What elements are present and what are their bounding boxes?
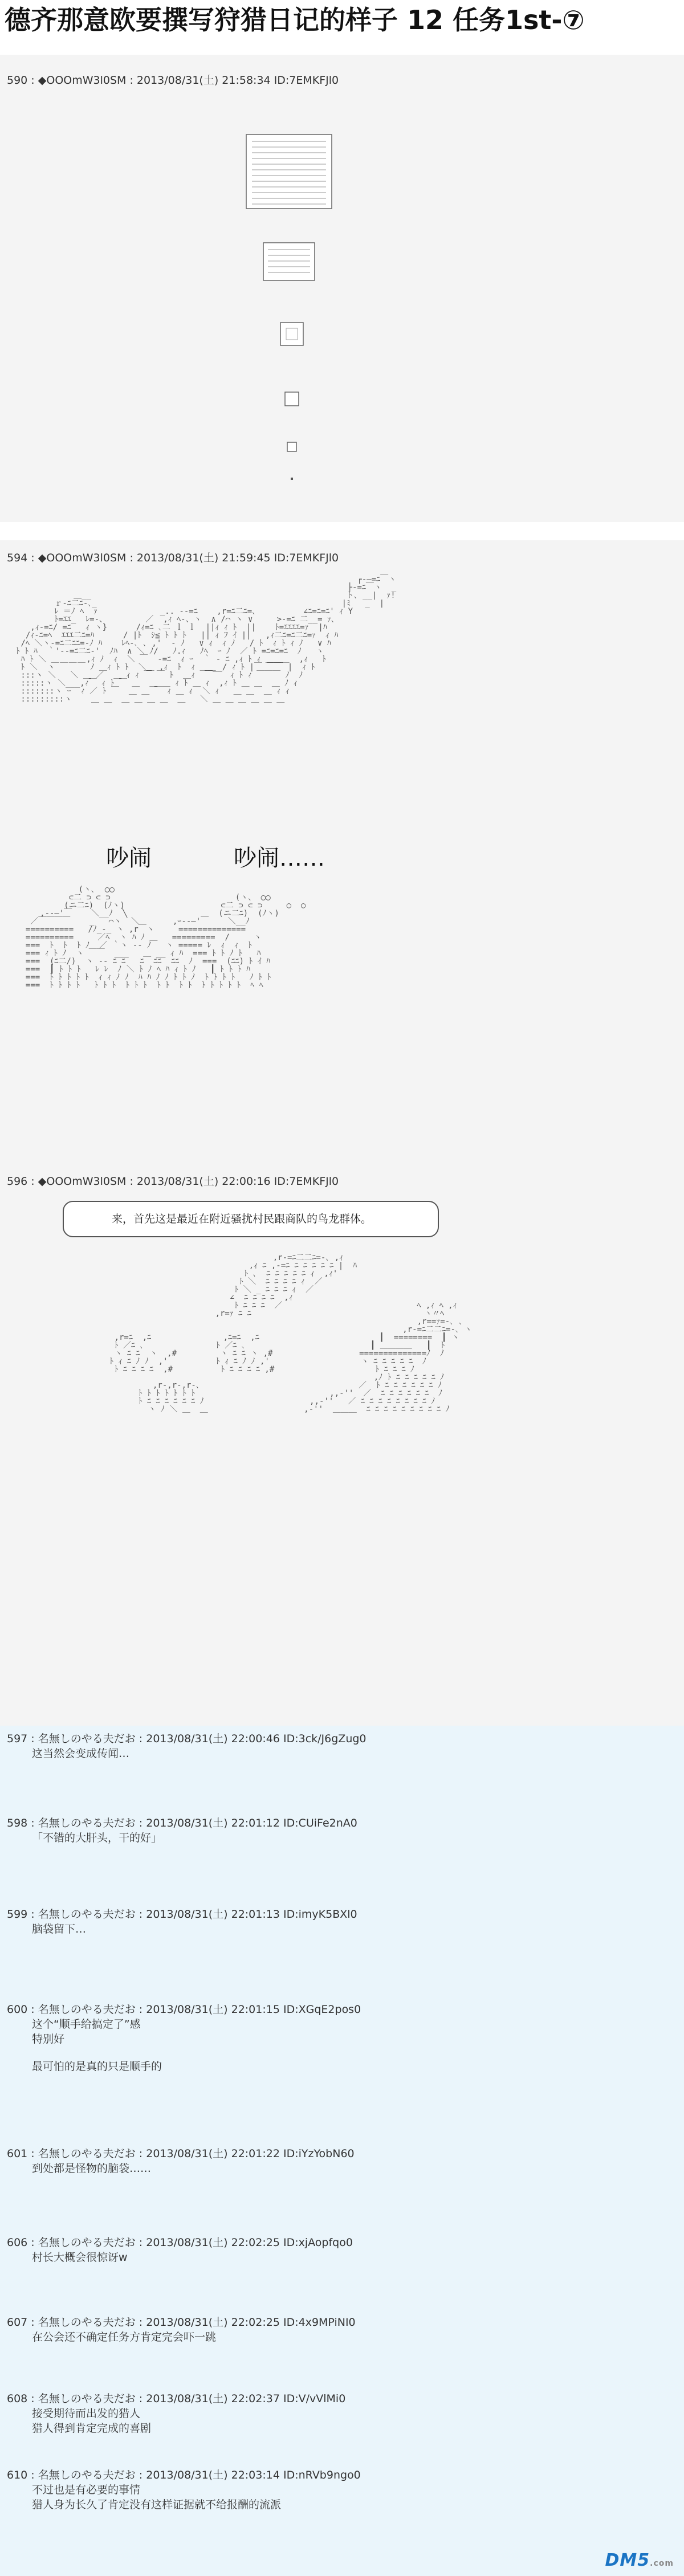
comment-header: 608 : 名無しのやる夫だお : 2013/08/31(土) 22:02:37 ID:V/vVlMi0 <box>7 2392 346 2405</box>
comment-header: 610 : 名無しのやる夫だお : 2013/08/31(土) 22:03:14 ID:nRVb9ngo0 <box>7 2469 361 2481</box>
comment-header: 600 : 名無しのやる夫だお : 2013/08/31(土) 22:01:15 ID:XGqE2pos0 <box>7 2003 361 2016</box>
comment-header: 598 : 名無しのやる夫だお : 2013/08/31(土) 22:01:12 ID:CUiFe2nA0 <box>7 1817 357 1829</box>
comment-text: 猎人身为长久了肯定没有这样证据就不给报酬的流派 <box>32 2498 282 2511</box>
comment-608 <box>7 2391 345 2436</box>
comment-header: 597 : 名無しのやる夫だお : 2013/08/31(土) 22:00:46 ID:3ck/J6gZug0 <box>7 1733 367 1745</box>
comment-597 <box>7 1731 367 1761</box>
comment-599 <box>7 1907 357 1937</box>
comment-text: 脑袋留下… <box>32 1923 87 1935</box>
comment-610 <box>7 2468 361 2512</box>
comment-600 <box>7 2002 361 2074</box>
comment-607 <box>7 2315 356 2345</box>
caption-text: 来，首先这是最近在附近骚扰村民跟商队的鸟龙群体。 <box>112 1213 372 1225</box>
page-title: 德齐那意欧要撰写狩猎日记的样子 12 任务1st-⑦ <box>5 5 585 35</box>
comment-text: 猎人得到肯定完成的喜剧 <box>32 2422 152 2435</box>
comment-text: 这个“顺手给搞定了”感 <box>32 2018 141 2031</box>
comment-header: 606 : 名無しのやる夫だお : 2013/08/31(土) 22:02:25 ID:xjAopfqo0 <box>7 2236 353 2249</box>
speech-noisy-1: 吵闹 <box>106 845 152 871</box>
comment-header: 601 : 名無しのやる夫だお : 2013/08/31(土) 22:01:22 ID:iYzYobN60 <box>7 2147 355 2160</box>
post-header: 590 : ◆OOOmW3l0SM : 2013/08/31(土) 21:58:34 ID:7EMKFJl0 <box>7 74 339 87</box>
comment-598 <box>7 1816 357 1845</box>
comment-text: 到处都是怪物的脑袋…… <box>32 2162 152 2175</box>
comment-text: 接受期待而出发的猎人 <box>32 2407 141 2420</box>
watermark-main: DM5 <box>605 2550 650 2570</box>
comment-606 <box>7 2235 353 2265</box>
comment-text: 特别好 <box>32 2033 65 2045</box>
comment-text: 在公会还不确定任务方肯定完会吓一跳 <box>32 2331 217 2343</box>
comment-text: 不过也是有必要的事情 <box>32 2484 141 2496</box>
bird-wyvern-heads-ascii-art: ,r-=ﾆ二二ﾆ=-､ ,ｨ ,ｨ ﾆ ,-=ﾆ ﾆ ﾆ ﾆ ﾆ ﾆ | ﾊ ﾄ ､ ﾆ ﾆ ﾆ ﾆ ﾆ ｨ ,ｨ' ﾄ ＼ ﾆ ﾆ ﾆ ﾆ ｨ ／ ﾄ ＼ _ ﾆ ﾆ ﾆ ｨ ／ ∠ ﾆ ﾆ ﾆ ﾆ ,ｨ ﾄ ﾆ ﾆ ﾆ ／ ﾍ ,ｨ ﾍ ,ｨ ,r=ｧ ﾆ ﾆ ヽ〃ﾍ ,r==ｧ=-､ ､ ,r-=ﾆ二二ﾆ=-､ ヽ ,r=ﾆ ,ﾆ ,ﾆ=ﾆ ,ﾆ ┃ ======== ┃ ヽ ﾄ ／ﾆ ､ ﾄ ／ﾆ ､ ┃ ＿＿＿＿ ┃ ﾄ ヽ ﾆ ﾆ ヽ ,# ヽ ﾆ ﾆ ヽ ,# ==============ﾉ ﾉ ﾄ ｨ ﾆ ﾉ ﾉ ,' ﾄ ｨ ﾆ ﾉ ﾉ ,' ヽ ﾆ ﾆ ﾆ ﾆ ﾆ ﾉ ﾄ ﾆ ﾆ ﾆ ﾆ ,# ﾄ ﾆ ﾆ ﾆ ﾆ ,# ﾄ ﾆ ﾆ ﾆ ﾉ ,ﾉ ﾄ ﾆ ﾆ ﾆ ﾆ ﾆ ﾉ ,r-,r-,r-､ ／ ﾄ ﾆ ﾆ ﾆ ﾆ ﾆ ﾆ ﾉ ﾄ ﾄ ﾄ ﾄ ﾄ ﾄ ﾄ ,,-'' ／ ﾆ ﾆ ﾆ ﾆ ﾆ ﾆ ﾉ ﾄ ﾆ ﾆ ﾆ ﾆ ﾆ ﾆ ﾉ ,,-'' ／ ﾆ ﾆ ﾆ ﾆ ﾆ ﾆ ﾆ ﾆ ﾉ ヽ ﾉ ＼ ＿ ＿ ,-'' ＿＿＿ ﾆ ﾆ ﾆ ﾆ ﾆ ﾆ ﾆ ﾆ ﾆ ﾉ <box>109 1253 473 1414</box>
fading-frame-art <box>0 55 684 522</box>
post-594 <box>0 540 684 1150</box>
comment-text: 这当然会变成传闻… <box>32 1747 130 1760</box>
comment-601 <box>7 2146 355 2176</box>
post-header: 594 : ◆OOOmW3l0SM : 2013/08/31(土) 21:59:45 ID:7EMKFJl0 <box>7 552 339 564</box>
post-590 <box>0 55 684 522</box>
villagers-ascii-art: (ヽ､ ◯◯ ⊂二 ⊃ ⊂ ⊃ (ヽ、 ◯◯ (ニ二ﾆ) (ﾉヽ) ⊂二 ⊃ ⊂ ⊃ ○ ○ ,--―'￣ ＼__ﾉ ╲ (ニ二ﾆ) (ﾉヽ) ／￣￣￣￣ _ ⌒ヽ ＼ ,ｰ‐-―'￣ ＼__ﾉ ========== /ﾉ_-_ ヽ ,r￣ヽ ============== ========== ／ﾍ ヽ ﾊ ﾉ ＿ ========= / ヽ === ﾄ ﾄ ﾄ ﾉ ／ ｀ヽ -‐ ﾉ ヽ ===== ﾚ ｨ ｨ ﾄ === ｨ ﾄ ﾉ ヽ ￣￣ ___ ＿ __ ｨ ﾊ === ﾄ ﾄ ﾉ ﾄ ﾊ === (ﾆ二/) ヽ -‐ ﾆ ﾆ ﾆ ﾆﾆ ﾆﾆ ﾉ === (ﾆﾆ) ﾄ ｲ ﾊ === ┃ ﾄ ﾄ ﾄ ﾚ ﾚ ﾉ ＼ ﾄ ﾉ ﾍ ﾊ ｨ ﾄ ﾉ ┃ ﾄ ﾄ ﾄ ﾊ === ﾄ ﾄ ﾄ ﾄ ﾄ ｨ ｨ ﾉ ﾉ ﾊ ﾊ ﾉ ﾉ ﾄ ﾄ ﾉ ﾄ ﾄ ﾄ ﾄ ﾉ ﾄ ﾄ === ﾄ ﾄ ﾄ ﾄ ﾄ ﾄ ﾄ ﾄ ﾄ ﾄ ﾄ ﾄ ﾄ ﾄ ﾄ ﾄ ﾄ ﾄ ﾄ ﾍ ﾍ <box>25 885 306 990</box>
speech-noisy-2: 吵闹…… <box>234 845 325 871</box>
crowd-ascii-art: ┌-―=ﾆ￣ヽ ├-=ﾆ￣ヽ _ ＿__ ト､ __| ｧ! ｒ-ﾆ二ﾆ-､_ |ﾐ _ | ﾚ ＝ﾉ ﾍ ｧ _.. -‐=ﾆ ,r=ﾆ二ﾆ=、 ∠ﾆ=ﾆ=ﾆ' ｨ Y ﾄ=ｴｴ_ ﾚ=-、 ／ ,ｨ ﾍ‐、ヽ ∧ /⌒ ヽ ∨ >-=ﾆ 二__= ｧ､ ,ｨ-=ﾆ/ =ﾆ ｨ ヽ} /ｨ=ﾆ ､二 ｌ ｌ ||ｨ ｨ ﾄ || ﾄ=ｴｴｴｴ=ｧ |ﾊ /ｨ-ﾆ=ﾍ ｴｴｴ二ﾆ=ﾊ / |ﾄ ｼ≦ ﾄ ﾄ ﾄ || ｨ ﾌ ｲ || ,ｨ二ﾆ=ﾆ二ﾆ=ｧ ｨ ﾊ /ﾍ ＼ヽ-=ﾆ二ﾆﾆ=-ﾉ ﾊ ﾚﾍ-､ ､ ,' ‐ ﾉ ∨ ｨ ｨ ﾉ / ﾄ ｨ ﾄ ｨ ﾉ ∨ ﾊ ﾄ ﾄ ﾊ ｀'‐-=ﾆ二ﾆ-' ﾉﾊ ∧ ＼ ﾉ/ ﾉ.ｨ ﾉﾍ ｰ ﾉ ／ ﾄ =ﾆ=ﾆ=ﾆ ﾉ ヽ ﾊ ﾄ ＼ ＿ ＿ ,ｨ ﾉ ｨ ＼ ￣ -=ﾆ ｨ ｰ ｀ - ﾆ ,ｨ ﾄ ｨ ＿＿＿ ,ｨ ﾄ ﾄ ＼ ヽ ￣ ￣ ﾉ ＿ｨ ﾄ ﾄ ＼＿ ,ｨ ﾄ ｨ ＿__/ ｨ ﾄ |￣ ￣￣ | ｨ ﾄ :::ヽ ＼ ＼ ＿ ／ ＿ ｨ ｨ ￣ ￣ ﾄ ＿ｨ ￣￣ ｨ ﾄ ｨ ￣￣￣ ﾉ ﾉ :::::ヽ ＼___,ｨ￣ ｨ ﾄ ￣ ＿ ＿ ＿ ｨ ﾄ ＿ ｨ ,ｨ ﾄ ＿ ＿ ＿ ﾉ ｨ :::::::ヽ ｰ ｨ ／ ﾄ ￣ ＿ ＿ ￣ ｨ ＿ ｨ ＼ ｨ ＿ ＿ ＿ ｨ ｨ :::::::::ヽ ＿ ＿ ＿ ＿ ＿ ＿ ＿ ＼ ＿ ＿ ＿ ＿ ＿ ＿ <box>16 575 397 704</box>
site-watermark-logo <box>605 2550 674 2570</box>
comment-text: 「不错的大肝头，干的好」 <box>32 1832 162 1844</box>
comment-header: 607 : 名無しのやる夫だお : 2013/08/31(土) 22:02:25 ID:4x9MPiNI0 <box>7 2316 356 2329</box>
comment-text: 最可怕的是真的只是顺手的 <box>32 2060 162 2073</box>
comment-text: 村长大概会很惊讶w <box>32 2251 128 2264</box>
post-header: 596 : ◆OOOmW3l0SM : 2013/08/31(土) 22:00:16 ID:7EMKFJl0 <box>7 1175 339 1188</box>
comment-header: 599 : 名無しのやる夫だお : 2013/08/31(土) 22:01:13 ID:imyK5BXl0 <box>7 1908 357 1921</box>
watermark-sub: .com <box>650 2559 674 2568</box>
